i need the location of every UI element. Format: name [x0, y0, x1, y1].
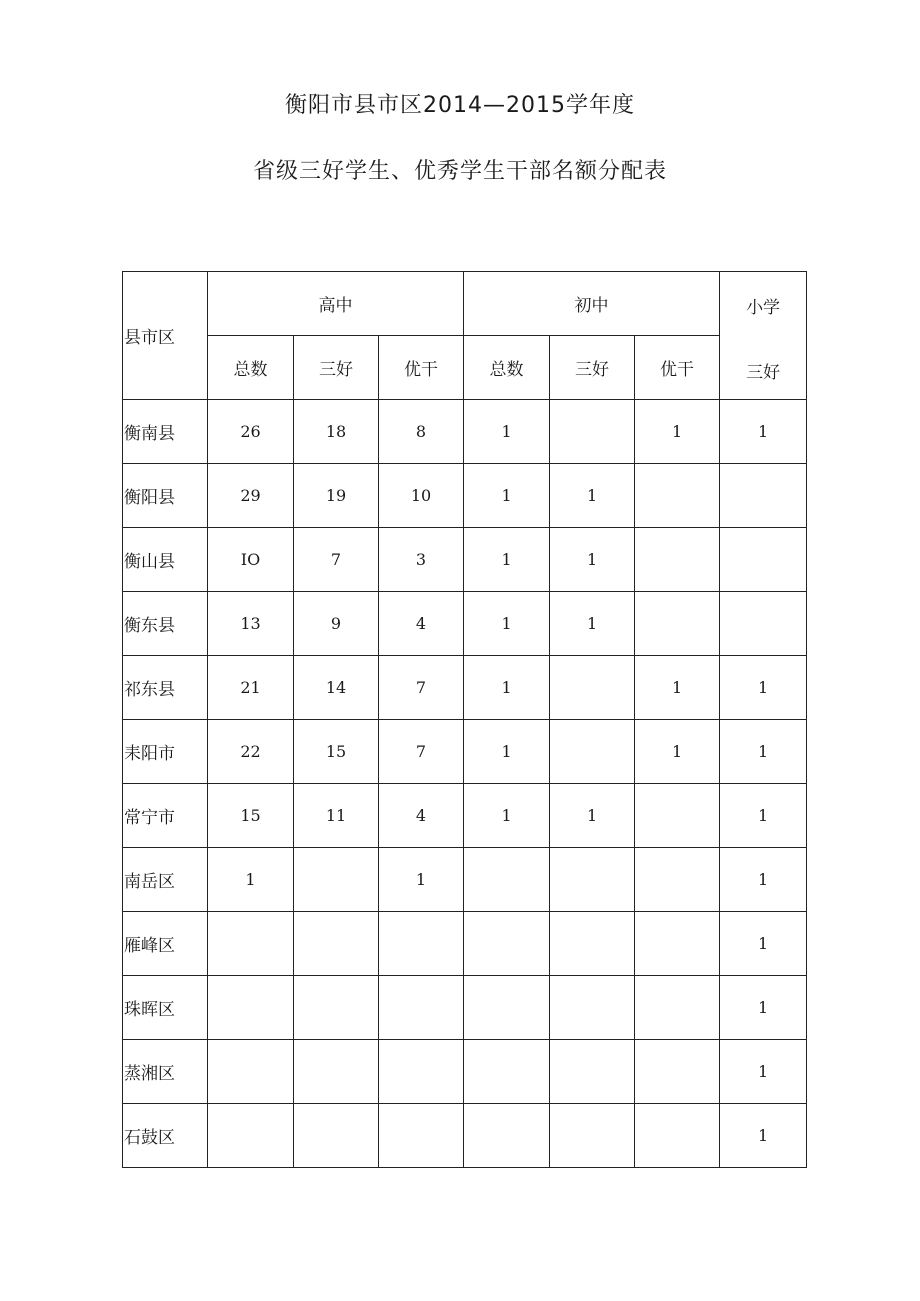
cell-gz-sanhao: 18	[294, 400, 379, 464]
cell-cz-yougan: 1	[635, 720, 720, 784]
table-row	[123, 464, 807, 528]
cell-gz-total: 22	[208, 720, 294, 784]
cell-cz-sanhao: 1	[550, 784, 635, 848]
table-row	[123, 1104, 807, 1168]
region-name-cell: 衡山县	[123, 528, 208, 592]
cell-xx-sanhao	[720, 592, 807, 656]
cell-gz-yougan: 7	[379, 656, 464, 720]
header-cz-yougan: 优干	[635, 336, 720, 400]
cell-gz-sanhao: 7	[294, 528, 379, 592]
cell-xx-sanhao: 1	[720, 784, 807, 848]
region-name-cell: 蒸湘区	[123, 1040, 208, 1104]
cell-gz-total: 13	[208, 592, 294, 656]
cell-gz-total: 21	[208, 656, 294, 720]
cell-cz-total	[464, 1040, 550, 1104]
cell-gz-sanhao	[294, 976, 379, 1040]
cell-cz-yougan	[635, 1040, 720, 1104]
cell-cz-sanhao	[550, 976, 635, 1040]
cell-gz-sanhao: 15	[294, 720, 379, 784]
cell-cz-sanhao	[550, 912, 635, 976]
header-xiaoxue-sanhao: 三好	[746, 363, 781, 383]
cell-cz-yougan	[635, 592, 720, 656]
cell-gz-yougan	[379, 1040, 464, 1104]
cell-gz-yougan	[379, 1104, 464, 1168]
cell-cz-sanhao	[550, 1040, 635, 1104]
header-xiaoxue	[720, 272, 807, 400]
cell-gz-sanhao: 19	[294, 464, 379, 528]
cell-cz-yougan	[635, 464, 720, 528]
table-row	[123, 848, 807, 912]
cell-cz-total	[464, 1104, 550, 1168]
cell-gz-total: 15	[208, 784, 294, 848]
cell-cz-sanhao	[550, 1104, 635, 1168]
cell-cz-yougan	[635, 848, 720, 912]
region-name-cell: 石鼓区	[123, 1104, 208, 1168]
region-name-cell: 衡东县	[123, 592, 208, 656]
cell-gz-sanhao: 14	[294, 656, 379, 720]
cell-cz-total: 1	[464, 464, 550, 528]
region-name-cell: 雁峰区	[123, 912, 208, 976]
header-cz-sanhao: 三好	[550, 336, 635, 400]
cell-gz-total: IO	[208, 528, 294, 592]
header-gz-sanhao: 三好	[294, 336, 379, 400]
cell-cz-total: 1	[464, 784, 550, 848]
header-gz-yougan: 优干	[379, 336, 464, 400]
region-name-cell: 祁东县	[123, 656, 208, 720]
table-row	[123, 656, 807, 720]
cell-xx-sanhao: 1	[720, 400, 807, 464]
table-row	[123, 592, 807, 656]
table-row	[123, 400, 807, 464]
region-name-cell: 耒阳市	[123, 720, 208, 784]
cell-cz-total	[464, 976, 550, 1040]
cell-gz-yougan	[379, 976, 464, 1040]
cell-cz-yougan: 1	[635, 656, 720, 720]
cell-gz-yougan: 10	[379, 464, 464, 528]
table-row	[123, 720, 807, 784]
header-row-1	[123, 272, 807, 336]
cell-gz-sanhao: 11	[294, 784, 379, 848]
cell-gz-total: 1	[208, 848, 294, 912]
cell-cz-sanhao: 1	[550, 592, 635, 656]
cell-xx-sanhao	[720, 464, 807, 528]
cell-gz-total	[208, 1040, 294, 1104]
document-title-line-1: 衡阳市县市区2014—2015学年度	[285, 93, 635, 118]
cell-xx-sanhao: 1	[720, 1040, 807, 1104]
cell-gz-yougan: 3	[379, 528, 464, 592]
cell-gz-sanhao: 9	[294, 592, 379, 656]
cell-cz-sanhao: 1	[550, 528, 635, 592]
cell-gz-total: 29	[208, 464, 294, 528]
cell-gz-total	[208, 1104, 294, 1168]
cell-cz-sanhao	[550, 848, 635, 912]
cell-cz-yougan	[635, 528, 720, 592]
table-row	[123, 528, 807, 592]
cell-xx-sanhao: 1	[720, 720, 807, 784]
header-chuzhong: 初中	[464, 272, 720, 336]
table-row	[123, 1040, 807, 1104]
cell-cz-total: 1	[464, 656, 550, 720]
cell-cz-total: 1	[464, 720, 550, 784]
cell-gz-yougan	[379, 912, 464, 976]
region-name-cell: 衡南县	[123, 400, 208, 464]
cell-cz-sanhao	[550, 720, 635, 784]
cell-xx-sanhao: 1	[720, 656, 807, 720]
cell-cz-yougan	[635, 912, 720, 976]
cell-cz-total	[464, 848, 550, 912]
header-xiaoxue-label: 小学	[746, 298, 781, 318]
header-gz-total: 总数	[208, 336, 294, 400]
region-name-cell: 衡阳县	[123, 464, 208, 528]
header-cz-total: 总数	[464, 336, 550, 400]
cell-cz-yougan: 1	[635, 400, 720, 464]
table-row	[123, 976, 807, 1040]
cell-gz-total: 26	[208, 400, 294, 464]
cell-gz-sanhao	[294, 1040, 379, 1104]
region-name-cell: 南岳区	[123, 848, 208, 912]
cell-gz-yougan: 7	[379, 720, 464, 784]
header-region-label: 县市区	[123, 272, 208, 400]
cell-cz-yougan	[635, 784, 720, 848]
cell-gz-total	[208, 912, 294, 976]
table-row	[123, 912, 807, 976]
cell-cz-total: 1	[464, 528, 550, 592]
region-name-cell: 珠晖区	[123, 976, 208, 1040]
cell-xx-sanhao: 1	[720, 1104, 807, 1168]
cell-cz-total: 1	[464, 592, 550, 656]
cell-xx-sanhao: 1	[720, 912, 807, 976]
cell-xx-sanhao: 1	[720, 976, 807, 1040]
cell-cz-sanhao: 1	[550, 464, 635, 528]
cell-gz-yougan: 4	[379, 592, 464, 656]
cell-cz-sanhao	[550, 656, 635, 720]
header-row-2	[123, 336, 807, 400]
cell-cz-sanhao	[550, 400, 635, 464]
document-title-line-2: 省级三好学生、优秀学生干部名额分配表	[252, 159, 667, 184]
cell-xx-sanhao: 1	[720, 848, 807, 912]
quota-allocation-table	[122, 271, 807, 1168]
cell-cz-total: 1	[464, 400, 550, 464]
cell-gz-yougan: 1	[379, 848, 464, 912]
region-name-cell: 常宁市	[123, 784, 208, 848]
cell-cz-yougan	[635, 976, 720, 1040]
cell-gz-yougan: 8	[379, 400, 464, 464]
cell-cz-total	[464, 912, 550, 976]
cell-gz-total	[208, 976, 294, 1040]
header-gaozhong: 高中	[208, 272, 464, 336]
table-row	[123, 784, 807, 848]
cell-gz-sanhao	[294, 912, 379, 976]
cell-gz-sanhao	[294, 848, 379, 912]
cell-cz-yougan	[635, 1104, 720, 1168]
cell-gz-yougan: 4	[379, 784, 464, 848]
cell-gz-sanhao	[294, 1104, 379, 1168]
cell-xx-sanhao	[720, 528, 807, 592]
